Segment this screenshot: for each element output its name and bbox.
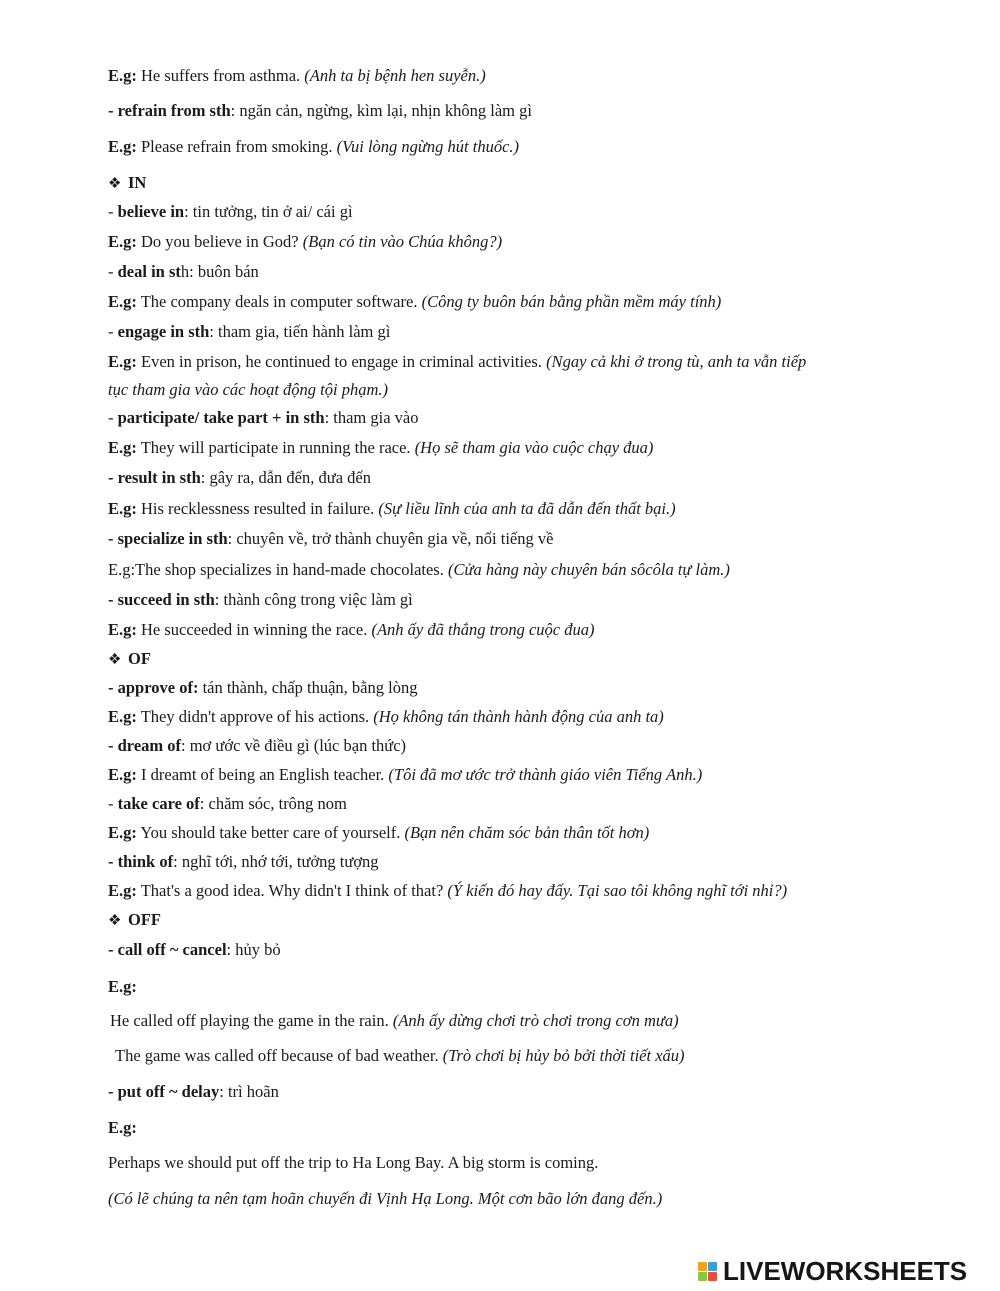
text-line [108, 794, 347, 814]
body-text: That's a good idea. Why didn't I think of that? [136, 881, 448, 900]
body-text: - [108, 322, 118, 341]
translation-text: (Vui lòng ngừng hút thuốc.) [336, 137, 520, 156]
bold-term: E.g: [108, 620, 137, 639]
bold-term: E.g: [108, 352, 137, 371]
text-line [108, 852, 379, 872]
text-line [108, 137, 519, 157]
bold-term: E.g: [108, 881, 137, 900]
text-line [108, 620, 594, 640]
text-line [108, 202, 353, 222]
translation-text: (Có lẽ chúng ta nên tạm hoãn chuyến đi Vịnh Hạ Long. Một cơn bão lớn đang đến.) [108, 1189, 663, 1208]
body-text: E.g:The shop specializes in hand-made chocolates. [108, 560, 448, 579]
body-text: Perhaps we should put off the trip to Ha Long Bay. A big storm is coming. [108, 1153, 599, 1172]
body-text: : gây ra, dẫn đến, đưa đến [200, 468, 371, 487]
translation-text: tục tham gia vào các hoạt động tội phạm.) [108, 380, 389, 399]
logo-square [698, 1272, 707, 1281]
diamond-bullet-icon: ❖ [108, 913, 122, 929]
bold-term: E.g: [108, 137, 137, 156]
text-line [108, 66, 486, 86]
body-text: : chăm sóc, trông nom [199, 794, 347, 813]
body-text: tán thành, chấp thuận, bằng lòng [198, 678, 418, 697]
text-line [108, 499, 676, 519]
body-text: - [108, 408, 118, 427]
body-text: The company deals in computer software. [136, 292, 422, 311]
logo-square [708, 1262, 717, 1271]
body-text: : nghĩ tới, nhớ tới, tưởng tượng [173, 852, 379, 871]
translation-text: (Anh ấy đã thắng trong cuộc đua) [371, 620, 595, 639]
translation-text: (Anh ấy dừng chơi trò chơi trong cơn mưa) [392, 1011, 679, 1030]
bold-term: - succeed in sth [108, 590, 215, 609]
translation-text: (Anh ta bị bệnh hen suyễn.) [304, 66, 486, 85]
body-text: The game was called off because of bad weather. [115, 1046, 443, 1065]
bold-term: E.g: [108, 66, 137, 85]
text-line [115, 1046, 685, 1066]
text-line [108, 408, 419, 428]
section-heading [108, 649, 151, 670]
body-text: : chuyên về, trở thành chuyên gia về, nổi tiếng về [227, 529, 554, 548]
body-text: : ngăn cản, ngừng, kìm lại, nhịn không làm gì [230, 101, 532, 120]
bold-term: E.g: [108, 232, 137, 251]
bold-term: - think of [108, 852, 174, 871]
text-line [108, 1082, 279, 1102]
text-line [108, 292, 721, 312]
bold-term: - put off ~ delay [108, 1082, 220, 1101]
translation-text: (Công ty buôn bán bằng phần mềm máy tính) [421, 292, 722, 311]
body-text: Please refrain from smoking. [136, 137, 337, 156]
text-line [108, 438, 653, 458]
body-text: You should take better care of yourself. [136, 823, 405, 842]
body-text: : trì hoãn [219, 1082, 279, 1101]
section-heading [108, 910, 161, 931]
body-text: He called off playing the game in the rain. [110, 1011, 393, 1030]
text-line [108, 736, 406, 756]
body-text: : thành công trong việc làm gì [214, 590, 413, 609]
body-text: They will participate in running the race. [136, 438, 415, 457]
text-line [108, 232, 502, 252]
diamond-bullet-icon: ❖ [108, 176, 122, 192]
text-line [108, 262, 259, 282]
heading-text: IN [128, 173, 147, 192]
bold-term: E.g: [108, 438, 137, 457]
body-text: h: buôn bán [180, 262, 259, 281]
text-line [110, 1011, 679, 1031]
bold-term: E.g: [108, 1118, 137, 1137]
translation-text: (Sự liều lĩnh của anh ta đã dẫn đến thất bại.) [378, 499, 676, 518]
translation-text: (Cửa hàng này chuyên bán sôcôla tự làm.) [447, 560, 730, 579]
bold-term: - result in sth [108, 468, 201, 487]
text-line [108, 940, 281, 960]
body-text: - [108, 794, 118, 813]
text-line [108, 678, 417, 698]
body-text: Do you believe in God? [136, 232, 303, 251]
body-text: He suffers from asthma. [136, 66, 305, 85]
diamond-bullet-icon: ❖ [108, 652, 122, 668]
heading-text: OF [128, 649, 151, 668]
section-heading [108, 173, 146, 194]
text-line [108, 881, 787, 901]
bold-term: - specialize in sth [108, 529, 228, 548]
body-text: I dreamt of being an English teacher. [136, 765, 389, 784]
body-text: : hủy bỏ [226, 940, 281, 959]
text-line [108, 823, 649, 843]
body-text: : tham gia vào [324, 408, 419, 427]
bold-term: E.g: [108, 292, 137, 311]
bold-term: take care of [117, 794, 200, 813]
translation-text: (Trò chơi bị hủy bỏ bởi thời tiết xấu) [442, 1046, 685, 1065]
bold-term: - refrain from sth [108, 101, 231, 120]
logo-icon [698, 1262, 717, 1281]
text-line [108, 380, 388, 400]
translation-text: (Ngay cả khi ở trong tù, anh ta vẫn tiếp [546, 352, 807, 371]
body-text: His recklessness resulted in failure. [136, 499, 379, 518]
body-text: : tin tưởng, tin ở ai/ cái gì [184, 202, 353, 221]
bold-term: E.g: [108, 765, 137, 784]
translation-text: (Bạn nên chăm sóc bản thân tốt hơn) [404, 823, 650, 842]
text-line [108, 707, 664, 727]
text-line [108, 1189, 662, 1209]
text-line [108, 590, 413, 610]
liveworksheets-logo [698, 1256, 967, 1286]
text-line [108, 468, 371, 488]
translation-text: (Ý kiến đó hay đấy. Tại sao tôi không nghĩ tới nhỉ?) [447, 881, 788, 900]
text-line [108, 765, 702, 785]
text-line [108, 560, 730, 580]
bold-term: believe in [117, 202, 185, 221]
bold-term: E.g: [108, 707, 137, 726]
body-text: He succeeded in winning the race. [136, 620, 372, 639]
bold-term: participate/ take part + in sth [117, 408, 325, 427]
bold-term: deal in st [117, 262, 181, 281]
translation-text: (Họ sẽ tham gia vào cuộc chạy đua) [414, 438, 654, 457]
translation-text: (Bạn có tin vào Chúa không?) [302, 232, 503, 251]
text-line [108, 529, 553, 549]
bold-term: engage in sth [117, 322, 210, 341]
body-text: Even in prison, he continued to engage in criminal activities. [136, 352, 547, 371]
bold-term: - dream of [108, 736, 182, 755]
body-text: - [108, 202, 118, 221]
logo-square [698, 1262, 707, 1271]
text-line [108, 1118, 137, 1138]
bold-term: E.g: [108, 823, 137, 842]
body-text: They didn't approve of his actions. [136, 707, 374, 726]
bold-term: E.g: [108, 499, 137, 518]
text-line [108, 1153, 598, 1173]
body-text: - [108, 262, 118, 281]
body-text: : tham gia, tiến hành làm gì [209, 322, 391, 341]
text-line [108, 322, 390, 342]
bold-term: E.g: [108, 977, 137, 996]
logo-text: LIVEWORKSHEETS [723, 1255, 968, 1286]
text-line [108, 101, 532, 121]
translation-text: (Tôi đã mơ ước trở thành giáo viên Tiếng Anh.) [388, 765, 703, 784]
bold-term: - approve of: [108, 678, 199, 697]
bold-term: - call off ~ cancel [108, 940, 227, 959]
translation-text: (Họ không tán thành hành động của anh ta) [373, 707, 664, 726]
text-line [108, 977, 137, 997]
logo-square [708, 1272, 717, 1281]
text-line [108, 352, 806, 372]
body-text: : mơ ước về điều gì (lúc bạn thức) [181, 736, 407, 755]
heading-text: OFF [128, 910, 161, 929]
